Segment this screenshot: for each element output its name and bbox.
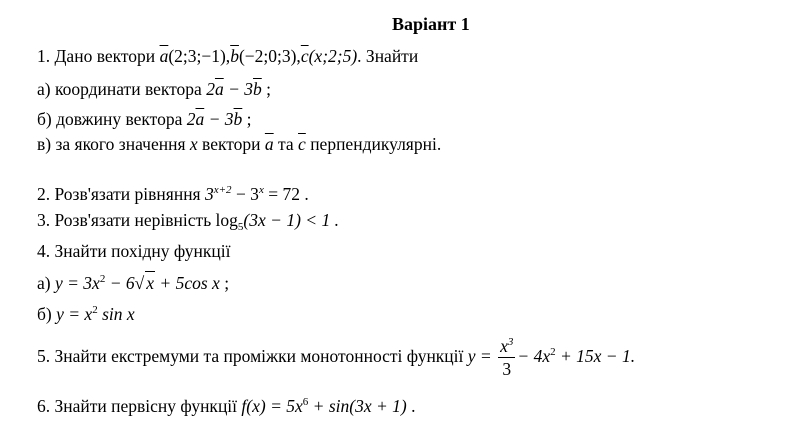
task-2-exp1: x+2 bbox=[213, 184, 232, 196]
task-4b-pre: y = x bbox=[56, 304, 93, 324]
variant-title: Варіант 1 bbox=[392, 14, 470, 34]
task-1a-vec-a: $\overline{a}$ bbox=[214, 79, 224, 99]
task-1c-text: в) за якого значення bbox=[37, 134, 190, 154]
task-5-fraction bbox=[498, 335, 515, 380]
task-1-tail: . Знайти bbox=[357, 46, 419, 66]
task-5 bbox=[37, 334, 635, 380]
task-4b-exp: 2 bbox=[92, 304, 98, 316]
sqrt-sign: √ bbox=[134, 273, 145, 293]
task-1c-end: перпендикулярні. bbox=[305, 134, 442, 154]
task-4a-end: ; bbox=[219, 273, 230, 293]
task-2-exp2: x bbox=[258, 184, 264, 196]
vector-c: $\overline{c}$ bbox=[300, 46, 309, 66]
task-1b-end: ; bbox=[242, 109, 252, 129]
task-1b-minus: − 3 bbox=[204, 109, 234, 129]
task-4: 4. Знайти похідну функції bbox=[37, 241, 231, 261]
task-2-rhs: = 72 . bbox=[263, 184, 309, 204]
task-4a-post: + 5cos x bbox=[155, 273, 220, 293]
task-5-post: + 15x − 1. bbox=[555, 346, 636, 366]
task-5-num-exp: 3 bbox=[507, 336, 514, 349]
task-4a-label: а) bbox=[37, 273, 55, 293]
task-6-post: + sin(3x + 1) bbox=[308, 396, 407, 416]
vector-b: $\overline{b}$ bbox=[230, 46, 239, 66]
task-4b-label: б) bbox=[37, 304, 57, 324]
task-6-end: . bbox=[406, 396, 416, 416]
task-6-pre: f(x) = 5x bbox=[241, 396, 303, 416]
task-1b-vec-b: $\overline{b}$ bbox=[233, 109, 243, 129]
task-1a-minus: − 3 bbox=[223, 79, 254, 99]
task-3-arg: (3x − 1) < 1 . bbox=[243, 210, 339, 230]
task-5-numerator bbox=[498, 335, 515, 358]
task-2-text: 2. Розв'язати рівняння bbox=[37, 184, 205, 204]
vector-a: $\overline{a}$ bbox=[159, 46, 169, 66]
vector-a-coords: (2;3;−1), bbox=[168, 46, 231, 66]
task-1a-vec-b: $\overline{b}$ bbox=[253, 79, 262, 99]
task-1c-mid: вектори bbox=[197, 134, 265, 154]
task-1b-vec-a: $\overline{a}$ bbox=[195, 109, 205, 129]
task-3-text: 3. Розв'язати нерівність bbox=[37, 210, 216, 230]
task-3-log-base: 5 bbox=[237, 221, 244, 233]
task-4b-post: sin x bbox=[97, 304, 135, 324]
task-5-text: 5. Знайти екстремуми та проміжки монотонності функції bbox=[37, 346, 468, 366]
task-5-denominator: 3 bbox=[502, 359, 512, 380]
task-1b-coef: 2 bbox=[186, 109, 196, 129]
task-3-log: log bbox=[215, 210, 238, 230]
task-2 bbox=[37, 183, 309, 205]
task-1-intro: 1. Дано вектори bbox=[37, 46, 160, 66]
task-4b bbox=[37, 303, 135, 325]
task-5-mid: − 4x bbox=[517, 346, 551, 366]
task-4a-mid: − 6 bbox=[105, 273, 135, 293]
task-1c-and: та bbox=[273, 134, 299, 154]
task-1c-var: x bbox=[189, 134, 198, 154]
task-6-exp: 6 bbox=[302, 396, 309, 408]
task-1b bbox=[37, 108, 252, 130]
task-4a-exp: 2 bbox=[99, 273, 106, 285]
task-4a-radicand: x bbox=[146, 273, 155, 293]
task-6-text: 6. Знайти первісну функції bbox=[37, 396, 242, 416]
task-2-minus: − 3 bbox=[231, 184, 259, 204]
task-1c bbox=[37, 133, 441, 155]
task-6 bbox=[37, 395, 416, 417]
task-4a bbox=[37, 271, 229, 294]
vector-b-coords: (−2;0;3), bbox=[238, 46, 301, 66]
task-1a-text: а) координати вектора bbox=[37, 79, 207, 99]
task-2-base: 3 bbox=[205, 184, 214, 204]
task-4a-pre: y = 3x bbox=[54, 273, 100, 293]
task-5-mid-exp: 2 bbox=[550, 346, 556, 358]
task-1c-vec-a: $\overline{a}$ bbox=[264, 134, 274, 154]
task-1a bbox=[37, 78, 271, 100]
task-1-statement bbox=[37, 45, 418, 67]
task-1c-vec-c: $\overline{c}$ bbox=[298, 134, 306, 154]
task-1a-end: ; bbox=[261, 79, 272, 99]
task-1a-coef: 2 bbox=[206, 79, 215, 99]
task-3 bbox=[37, 209, 339, 231]
task-5-y: y = bbox=[467, 346, 492, 366]
task-5-num-base: x bbox=[500, 336, 508, 357]
task-1b-text: б) довжину вектора bbox=[37, 109, 187, 129]
vector-c-coords: (x;2;5) bbox=[308, 46, 358, 66]
